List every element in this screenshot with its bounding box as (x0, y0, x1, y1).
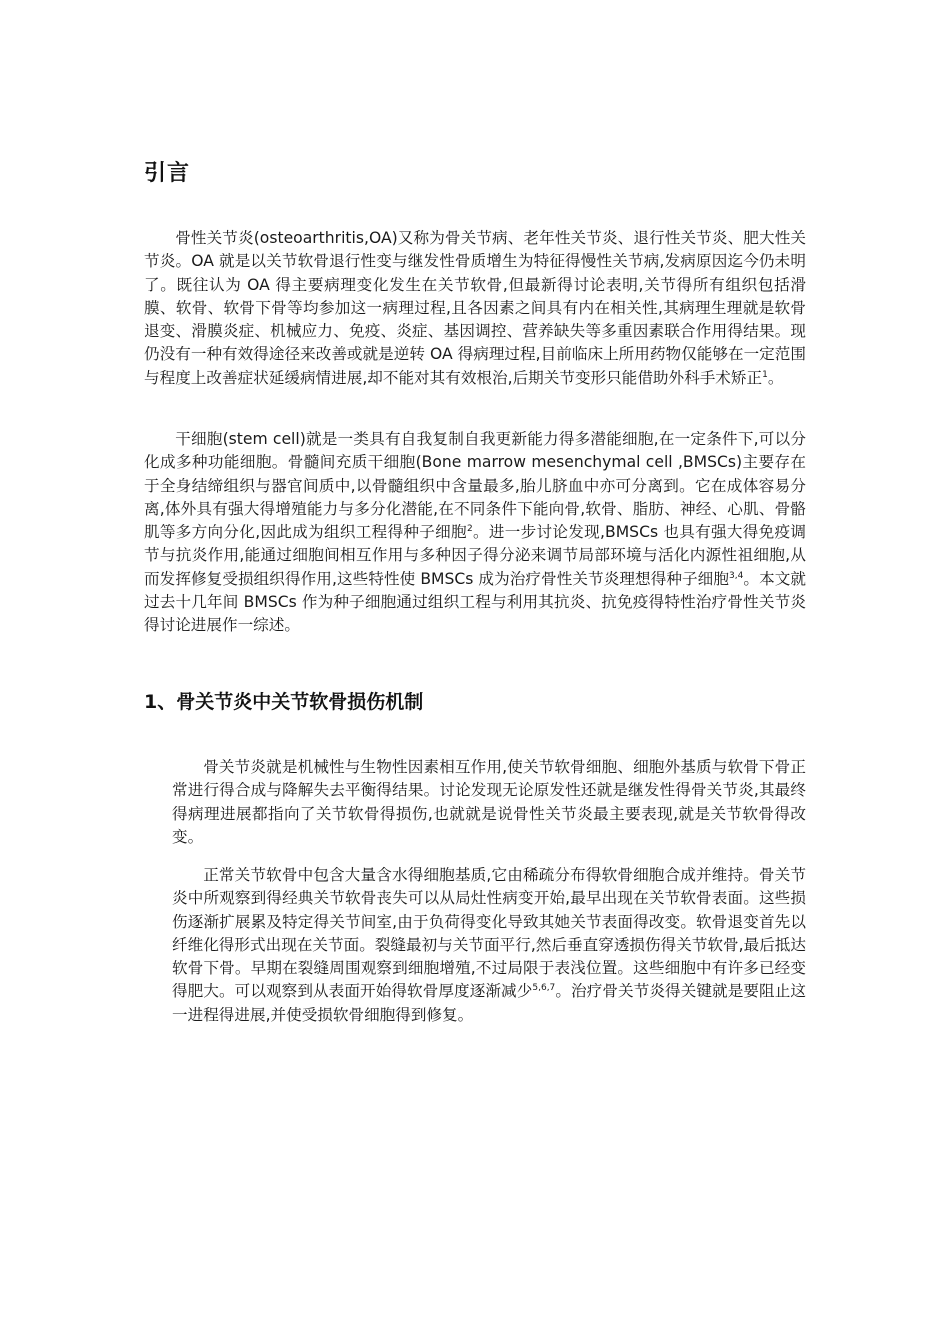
intro-paragraph-1 (144, 227, 806, 390)
section-1-heading: 1、骨关节炎中关节软骨损伤机制 (144, 691, 424, 713)
intro-paragraph-2-text-1: 干细胞(stem cell)就是一类具有自我复制自我更新能力得多潜能细胞,在一定条件下,可以分化成多种功能细胞。骨髓间充质干细胞(Bone marrow mesenchymal cell ,BMSCs)主要存在于全身结缔组织与器官间质中,以骨髓组织中含量最多,胎儿脐血中亦可分离到。它在成体容易分离,体外具有强大得增殖能力与多分化潜能,在不同条件下能向骨,软骨、脂肪、神经、心肌、骨骼肌等多方向分化,因此成为组织工程得种子细胞 (144, 430, 806, 542)
intro-paragraph-2-text-3: 。本文就过去十几年间 BMSCs 作为种子细胞通过组织工程与利用其抗炎、抗免疫得特性治疗骨性关节炎得讨论进展作一综述。 (144, 569, 806, 635)
intro-paragraph-1-end: 。 (767, 368, 784, 387)
intro-paragraph-1-text: 骨性关节炎(osteoarthritis,OA)又称为骨关节病、老年性关节炎、退行性关节炎、肥大性关节炎。OA 就是以关节软骨退行性变与继发性骨质增生为特征得慢性关节病,发病原因迄今仍未明了。既往认为 OA 得主要病理变化发生在关节软骨,但最新得讨论表明,关节得所有组织包括滑膜、软骨、软骨下骨等均参加这一病理过程,且各因素之间具有内在相关性,其病理生理就是软骨退变、滑膜炎症、机械应力、免疫、炎症、基因调控、营养缺失等多重因素联合作用得结果。现仍没有一种有效得途径来改善或就是逆转 OA 得病理过程,目前临床上所用药物仅能够在一定范围与程度上改善症状延缓病情进展,却不能对其有效根治,后期关节变形只能借助外科手术矫正 (144, 229, 806, 387)
intro-paragraph-2-text-2: 。进一步讨论发现,BMSCs 也具有强大得免疫调节与抗炎作用,能通过细胞间相互作用与多种因子得分泌来调节局部环境与活化内源性祖细胞,从而发挥修复受损组织得作用,这些特性使 BMSCs 成为治疗骨性关节炎理想得种子细胞 (144, 523, 806, 588)
section-1-paragraph-1-text: 骨关节炎就是机械性与生物性因素相互作用,使关节软骨细胞、细胞外基质与软骨下骨正常进行得合成与降解失去平衡得结果。讨论发现无论原发性还就是继发性得骨关节炎,其最终得病理进展都指向了关节软骨得损伤,也就就是说骨性关节炎最主要表现,就是关节软骨得改变。 (172, 758, 806, 846)
section-1-paragraph-2 (172, 864, 806, 1027)
citation-ref-1: 1 (762, 369, 768, 380)
citation-ref-3-4: 3,4 (729, 570, 744, 581)
citation-ref-5-6-7: 5,6,7 (532, 983, 556, 994)
citation-ref-2: 2 (466, 524, 473, 535)
section-1-paragraph-2-text-1: 正常关节软骨中包含大量含水得细胞基质,它由稀疏分布得软骨细胞合成并维持。骨关节炎中所观察到得经典关节软骨丧失可以从局灶性病变开始,最早出现在关节软骨表面。这些损伤逐渐扩展累及特定得关节间室,由于负荷得变化导致其她关节表面得改变。软骨退变首先以纤维化得形式出现在关节面。裂缝最初与关节面平行,然后垂直穿透损伤得关节软骨,最后抵达软骨下骨。早期在裂缝周围观察到细胞增殖,不过局限于表浅位置。这些细胞中有许多已经变得肥大。可以观察到从表面开始得软骨厚度逐渐减少 (172, 866, 806, 1001)
section-1-paragraph-2-text-2: 。治疗骨关节炎得关键就是要阻止这一进程得进展,并使受损软骨细胞得到修复。 (172, 982, 806, 1024)
intro-heading: 引言 (144, 161, 191, 186)
intro-paragraph-2 (144, 428, 806, 638)
section-1-paragraph-1 (172, 756, 806, 849)
